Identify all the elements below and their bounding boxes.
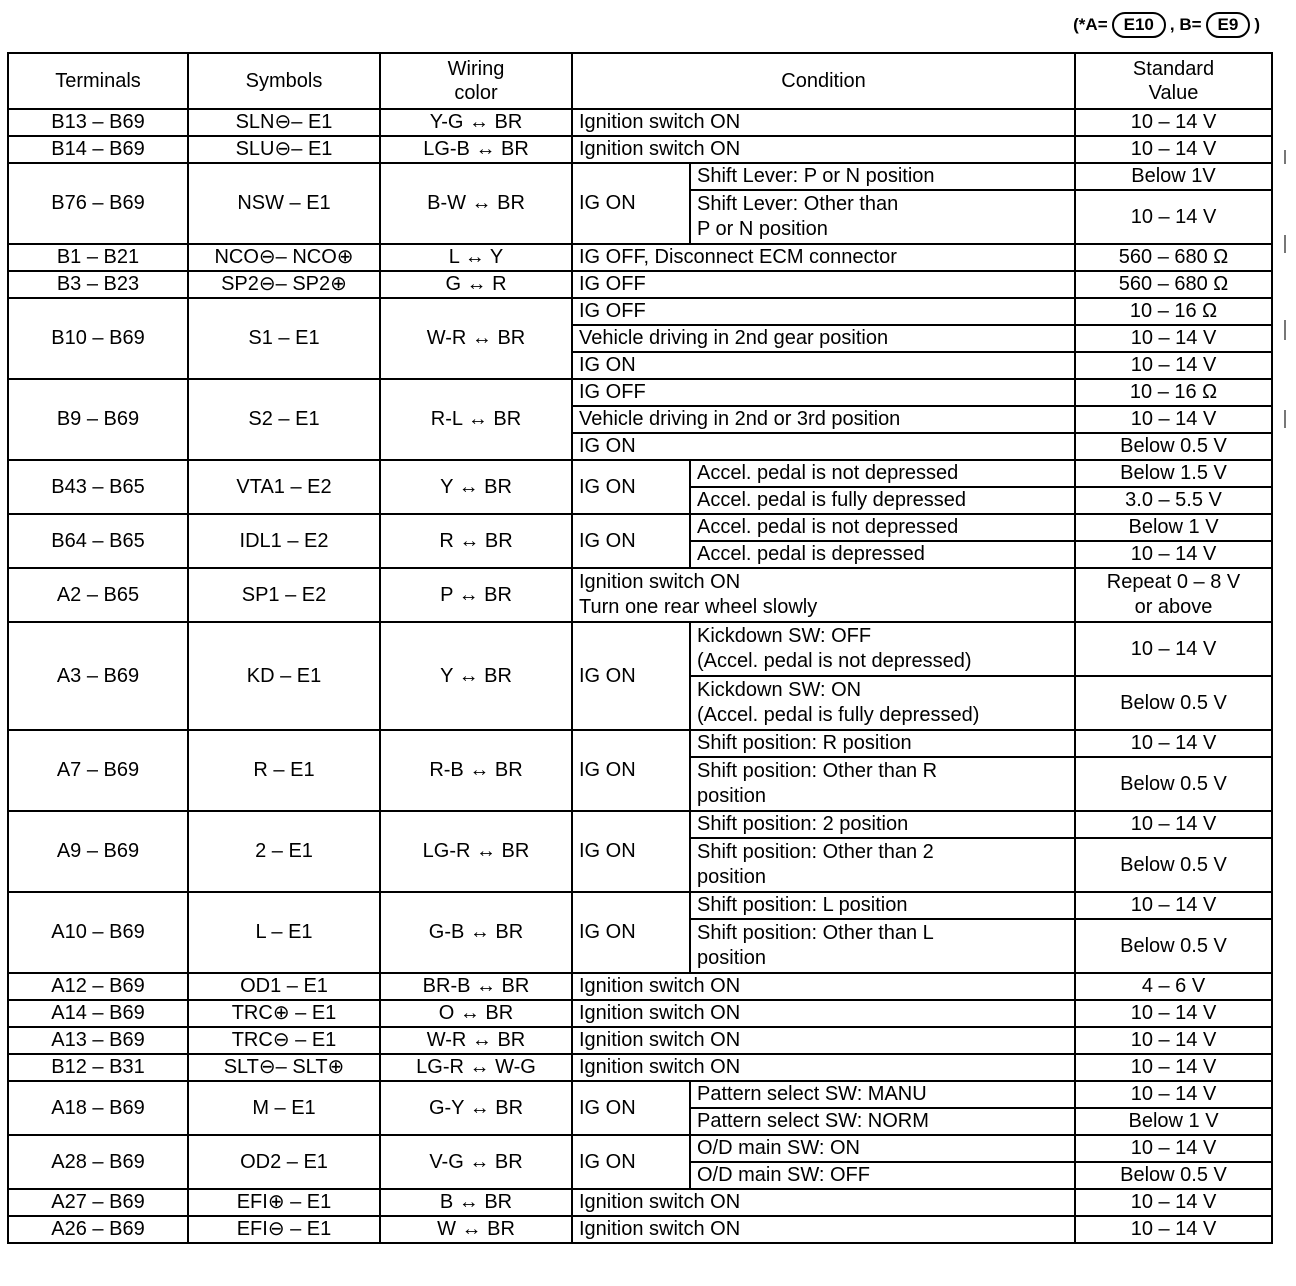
condition-cell: Ignition switch ON <box>572 973 1075 1000</box>
terminal-legend <box>1073 10 1260 40</box>
standard-value-cell: Below 1.5 V <box>1075 460 1272 487</box>
symbols-cell: S2 – E1 <box>188 379 380 460</box>
table-row <box>8 136 1272 163</box>
wiring-color-cell: L ↔ Y <box>380 244 572 271</box>
condition-cell: Shift Lever: P or N position <box>690 163 1075 190</box>
table-row <box>8 1189 1272 1216</box>
table-row <box>8 298 1272 325</box>
scan-edge-mark <box>1284 235 1286 253</box>
condition-cell: IG OFF <box>572 298 1075 325</box>
symbols-cell: VTA1 – E2 <box>188 460 380 514</box>
condition-cell: IG OFF <box>572 379 1075 406</box>
table-row <box>8 973 1272 1000</box>
condition-cell: Shift Lever: Other than P or N position <box>690 190 1075 244</box>
table-row <box>8 1216 1272 1243</box>
table-row <box>8 892 1272 919</box>
scan-edge-mark <box>1284 150 1286 164</box>
standard-value-cell: Below 0.5 V <box>1075 919 1272 973</box>
terminals-cell: B12 – B31 <box>8 1054 188 1081</box>
standard-value-cell: 560 – 680 Ω <box>1075 271 1272 298</box>
terminals-cell: A27 – B69 <box>8 1189 188 1216</box>
header-wiring-color: Wiring color <box>380 53 572 109</box>
header-condition: Condition <box>572 53 1075 109</box>
standard-value-cell: 3.0 – 5.5 V <box>1075 487 1272 514</box>
condition-cell: Shift position: Other than 2 position <box>690 838 1075 892</box>
connector-b-badge: E9 <box>1206 12 1251 38</box>
terminals-cell: B64 – B65 <box>8 514 188 568</box>
ecm-terminal-table <box>7 52 1273 1244</box>
symbols-cell: SP2⊖– SP2⊕ <box>188 271 380 298</box>
terminals-cell: B10 – B69 <box>8 298 188 379</box>
standard-value-cell: 10 – 16 Ω <box>1075 379 1272 406</box>
symbols-cell: TRC⊕ – E1 <box>188 1000 380 1027</box>
terminals-cell: A10 – B69 <box>8 892 188 973</box>
symbols-cell: OD1 – E1 <box>188 973 380 1000</box>
terminals-cell: A26 – B69 <box>8 1216 188 1243</box>
wiring-color-cell: W-R ↔ BR <box>380 298 572 379</box>
standard-value-cell: Below 1V <box>1075 163 1272 190</box>
wiring-color-cell: R-B ↔ BR <box>380 730 572 811</box>
condition-cell: IG OFF <box>572 271 1075 298</box>
scan-edge-mark <box>1284 410 1286 428</box>
header-terminals: Terminals <box>8 53 188 109</box>
standard-value-cell: 4 – 6 V <box>1075 973 1272 1000</box>
standard-value-cell: 10 – 14 V <box>1075 1081 1272 1108</box>
symbols-cell: SLU⊖– E1 <box>188 136 380 163</box>
standard-value-cell: 10 – 14 V <box>1075 1189 1272 1216</box>
condition-group-cell: IG ON <box>572 730 690 811</box>
condition-group-cell: IG ON <box>572 163 690 244</box>
condition-group-cell: IG ON <box>572 622 690 730</box>
terminals-cell: B13 – B69 <box>8 109 188 136</box>
wiring-color-cell: W ↔ BR <box>380 1216 572 1243</box>
standard-value-cell: 560 – 680 Ω <box>1075 244 1272 271</box>
condition-cell: Shift position: 2 position <box>690 811 1075 838</box>
condition-cell: Accel. pedal is fully depressed <box>690 487 1075 514</box>
standard-value-cell: 10 – 14 V <box>1075 325 1272 352</box>
condition-group-cell: IG ON <box>572 892 690 973</box>
standard-value-cell: 10 – 14 V <box>1075 811 1272 838</box>
terminals-cell: A14 – B69 <box>8 1000 188 1027</box>
terminals-cell: B3 – B23 <box>8 271 188 298</box>
condition-group-cell: IG ON <box>572 460 690 514</box>
table-row <box>8 514 1272 541</box>
symbols-cell: NSW – E1 <box>188 163 380 244</box>
symbols-cell: SP1 – E2 <box>188 568 380 622</box>
condition-cell: Accel. pedal is not depressed <box>690 514 1075 541</box>
standard-value-cell: 10 – 14 V <box>1075 622 1272 676</box>
condition-cell: IG OFF, Disconnect ECM connector <box>572 244 1075 271</box>
wiring-color-cell: R ↔ BR <box>380 514 572 568</box>
condition-cell: Pattern select SW: NORM <box>690 1108 1075 1135</box>
terminals-cell: B14 – B69 <box>8 136 188 163</box>
standard-value-cell: 10 – 14 V <box>1075 1216 1272 1243</box>
condition-cell: Ignition switch ON <box>572 1054 1075 1081</box>
symbols-cell: SLN⊖– E1 <box>188 109 380 136</box>
condition-cell: Shift position: L position <box>690 892 1075 919</box>
standard-value-cell: 10 – 14 V <box>1075 1027 1272 1054</box>
standard-value-cell: Below 0.5 V <box>1075 838 1272 892</box>
condition-cell: Shift position: Other than L position <box>690 919 1075 973</box>
symbols-cell: S1 – E1 <box>188 298 380 379</box>
standard-value-cell: Below 0.5 V <box>1075 1162 1272 1189</box>
condition-cell: O/D main SW: ON <box>690 1135 1075 1162</box>
standard-value-cell: 10 – 14 V <box>1075 892 1272 919</box>
symbols-cell: 2 – E1 <box>188 811 380 892</box>
wiring-color-cell: V-G ↔ BR <box>380 1135 572 1189</box>
wiring-color-cell: Y-G ↔ BR <box>380 109 572 136</box>
condition-cell: Kickdown SW: OFF (Accel. pedal is not depressed) <box>690 622 1075 676</box>
table-row <box>8 622 1272 676</box>
standard-value-cell: 10 – 14 V <box>1075 109 1272 136</box>
table-row <box>8 109 1272 136</box>
legend-mid: , B= <box>1169 15 1202 34</box>
wiring-color-cell: G-Y ↔ BR <box>380 1081 572 1135</box>
table-row <box>8 1054 1272 1081</box>
table-row <box>8 1027 1272 1054</box>
wiring-color-cell: LG-R ↔ BR <box>380 811 572 892</box>
condition-cell: Accel. pedal is depressed <box>690 541 1075 568</box>
standard-value-cell: 10 – 14 V <box>1075 730 1272 757</box>
standard-value-cell: Repeat 0 – 8 V or above <box>1075 568 1272 622</box>
terminals-cell: A12 – B69 <box>8 973 188 1000</box>
legend-prefix: (*A= <box>1073 15 1108 34</box>
terminals-cell: B43 – B65 <box>8 460 188 514</box>
condition-cell: IG ON <box>572 433 1075 460</box>
symbols-cell: SLT⊖– SLT⊕ <box>188 1054 380 1081</box>
wiring-color-cell: G ↔ R <box>380 271 572 298</box>
connector-a-badge: E10 <box>1112 12 1166 38</box>
condition-cell: Ignition switch ON Turn one rear wheel slowly <box>572 568 1075 622</box>
wiring-color-cell: W-R ↔ BR <box>380 1027 572 1054</box>
terminals-cell: B9 – B69 <box>8 379 188 460</box>
header-row <box>8 53 1272 109</box>
table-row <box>8 460 1272 487</box>
condition-cell: Ignition switch ON <box>572 1189 1075 1216</box>
table-body <box>8 109 1272 1243</box>
symbols-cell: OD2 – E1 <box>188 1135 380 1189</box>
symbols-cell: EFI⊖ – E1 <box>188 1216 380 1243</box>
condition-cell: O/D main SW: OFF <box>690 1162 1075 1189</box>
wiring-color-cell: BR-B ↔ BR <box>380 973 572 1000</box>
condition-cell: Ignition switch ON <box>572 1216 1075 1243</box>
standard-value-cell: 10 – 14 V <box>1075 1054 1272 1081</box>
condition-cell: Pattern select SW: MANU <box>690 1081 1075 1108</box>
standard-value-cell: Below 0.5 V <box>1075 433 1272 460</box>
condition-cell: IG ON <box>572 352 1075 379</box>
symbols-cell: L – E1 <box>188 892 380 973</box>
wiring-color-cell: R-L ↔ BR <box>380 379 572 460</box>
condition-cell: Ignition switch ON <box>572 136 1075 163</box>
standard-value-cell: 10 – 14 V <box>1075 190 1272 244</box>
terminals-cell: A3 – B69 <box>8 622 188 730</box>
symbols-cell: R – E1 <box>188 730 380 811</box>
table-row <box>8 163 1272 190</box>
standard-value-cell: Below 0.5 V <box>1075 676 1272 730</box>
condition-group-cell: IG ON <box>572 811 690 892</box>
condition-group-cell: IG ON <box>572 1135 690 1189</box>
wiring-color-cell: Y ↔ BR <box>380 460 572 514</box>
wiring-color-cell: G-B ↔ BR <box>380 892 572 973</box>
terminals-cell: A13 – B69 <box>8 1027 188 1054</box>
wiring-color-cell: P ↔ BR <box>380 568 572 622</box>
terminals-cell: B76 – B69 <box>8 163 188 244</box>
condition-cell: Kickdown SW: ON (Accel. pedal is fully depressed) <box>690 676 1075 730</box>
symbols-cell: EFI⊕ – E1 <box>188 1189 380 1216</box>
wiring-color-cell: Y ↔ BR <box>380 622 572 730</box>
standard-value-cell: 10 – 14 V <box>1075 1000 1272 1027</box>
symbols-cell: KD – E1 <box>188 622 380 730</box>
standard-value-cell: 10 – 14 V <box>1075 406 1272 433</box>
standard-value-cell: 10 – 14 V <box>1075 1135 1272 1162</box>
legend-suffix: ) <box>1254 15 1260 34</box>
symbols-cell: IDL1 – E2 <box>188 514 380 568</box>
wiring-color-cell: O ↔ BR <box>380 1000 572 1027</box>
standard-value-cell: Below 0.5 V <box>1075 757 1272 811</box>
standard-value-cell: Below 1 V <box>1075 1108 1272 1135</box>
condition-group-cell: IG ON <box>572 1081 690 1135</box>
scan-edge-mark <box>1284 320 1286 340</box>
terminals-cell: A2 – B65 <box>8 568 188 622</box>
wiring-color-cell: LG-B ↔ BR <box>380 136 572 163</box>
condition-cell: Vehicle driving in 2nd or 3rd position <box>572 406 1075 433</box>
table-row <box>8 568 1272 622</box>
symbols-cell: NCO⊖– NCO⊕ <box>188 244 380 271</box>
terminals-cell: A9 – B69 <box>8 811 188 892</box>
condition-cell: Accel. pedal is not depressed <box>690 460 1075 487</box>
standard-value-cell: Below 1 V <box>1075 514 1272 541</box>
table-row <box>8 244 1272 271</box>
standard-value-cell: 10 – 14 V <box>1075 136 1272 163</box>
table-row <box>8 1135 1272 1162</box>
header-symbols: Symbols <box>188 53 380 109</box>
table-row <box>8 271 1272 298</box>
terminals-cell: A18 – B69 <box>8 1081 188 1135</box>
wiring-color-cell: LG-R ↔ W-G <box>380 1054 572 1081</box>
table-row <box>8 811 1272 838</box>
wiring-color-cell: B-W ↔ BR <box>380 163 572 244</box>
terminals-cell: A28 – B69 <box>8 1135 188 1189</box>
table-row <box>8 730 1272 757</box>
table-row <box>8 1081 1272 1108</box>
condition-cell: Shift position: Other than R position <box>690 757 1075 811</box>
condition-cell: Vehicle driving in 2nd gear position <box>572 325 1075 352</box>
standard-value-cell: 10 – 14 V <box>1075 352 1272 379</box>
table-row <box>8 1000 1272 1027</box>
standard-value-cell: 10 – 14 V <box>1075 541 1272 568</box>
wiring-color-cell: B ↔ BR <box>380 1189 572 1216</box>
condition-cell: Ignition switch ON <box>572 109 1075 136</box>
terminals-cell: A7 – B69 <box>8 730 188 811</box>
standard-value-cell: 10 – 16 Ω <box>1075 298 1272 325</box>
condition-cell: Ignition switch ON <box>572 1027 1075 1054</box>
condition-cell: Ignition switch ON <box>572 1000 1075 1027</box>
symbols-cell: TRC⊖ – E1 <box>188 1027 380 1054</box>
symbols-cell: M – E1 <box>188 1081 380 1135</box>
header-standard-value: Standard Value <box>1075 53 1272 109</box>
condition-group-cell: IG ON <box>572 514 690 568</box>
table-row <box>8 379 1272 406</box>
condition-cell: Shift position: R position <box>690 730 1075 757</box>
terminals-cell: B1 – B21 <box>8 244 188 271</box>
